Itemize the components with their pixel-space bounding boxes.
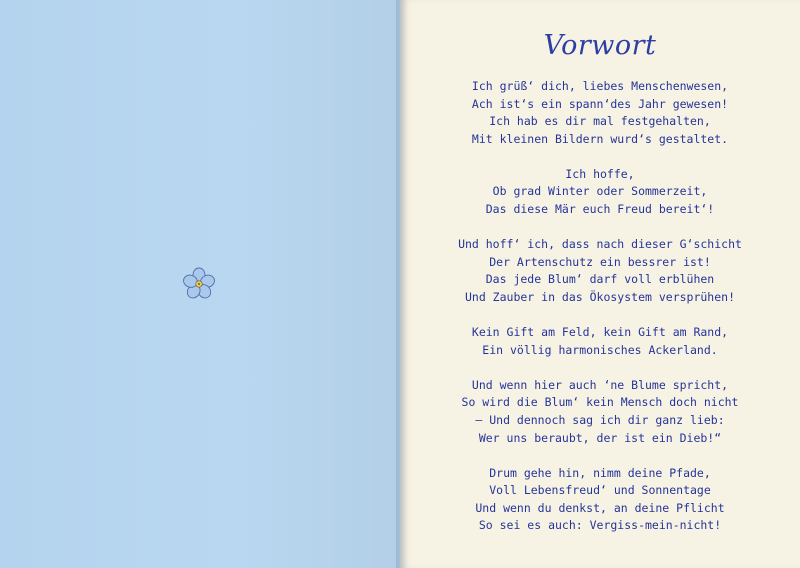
stanza-4 xyxy=(400,324,800,359)
poem-line: Kein Gift am Feld, kein Gift am Rand, xyxy=(471,325,729,340)
poem-line: Ich grüß‘ dich, liebes Menschenwesen, xyxy=(471,79,729,93)
stanza-3 xyxy=(400,236,800,306)
stanza-5 xyxy=(400,377,800,447)
poem-line: Wer uns beraubt, der ist ein Dieb!“ xyxy=(478,430,722,445)
poem-line: Ich hab es dir mal festgehalten, xyxy=(489,114,711,129)
poem-line: Und wenn du denkst, an deine Pflicht xyxy=(475,500,725,515)
stanza-6 xyxy=(400,465,800,535)
right-page xyxy=(400,0,800,568)
poem-line: Und hoff‘ ich, dass nach dieser G‘schicht xyxy=(458,237,742,252)
poem-line: Der Artenschutz ein bessrer ist! xyxy=(489,254,711,269)
forget-me-not-icon xyxy=(181,266,217,302)
poem-line: Ob grad Winter oder Sommerzeit, xyxy=(492,184,708,199)
poem-line: Und wenn hier auch ‘ne Blume spricht, xyxy=(471,377,729,392)
poem-line: Das diese Mär euch Freud bereit‘! xyxy=(485,202,715,217)
poem-line: Das jede Blum‘ darf voll erblühen xyxy=(485,272,715,287)
poem-line: Drum gehe hin, nimm deine Pfade, xyxy=(489,465,711,480)
poem-line: Ich hoffe, xyxy=(565,166,635,181)
stanza-2 xyxy=(400,166,800,219)
book-gutter xyxy=(396,0,408,568)
poem-line: So sei es auch: Vergiss-mein-nicht! xyxy=(478,518,722,533)
poem-line: Ach ist‘s ein spann‘des Jahr gewesen! xyxy=(471,96,729,111)
poem xyxy=(400,78,800,552)
poem-line: Und Zauber in das Ökosystem versprühen! xyxy=(464,289,736,304)
poem-line: So wird die Blum‘ kein Mensch doch nicht xyxy=(461,395,739,410)
poem-line: Mit kleinen Bildern wurd‘s gestaltet. xyxy=(471,131,729,146)
stanza-1 xyxy=(400,78,800,148)
page-title: Vorwort xyxy=(543,30,657,61)
poem-line: – Und dennoch sag ich dir ganz lieb: xyxy=(475,412,725,427)
poem-line: Voll Lebensfreud‘ und Sonnentage xyxy=(489,483,711,498)
poem-line: Ein völlig harmonisches Ackerland. xyxy=(482,342,718,357)
